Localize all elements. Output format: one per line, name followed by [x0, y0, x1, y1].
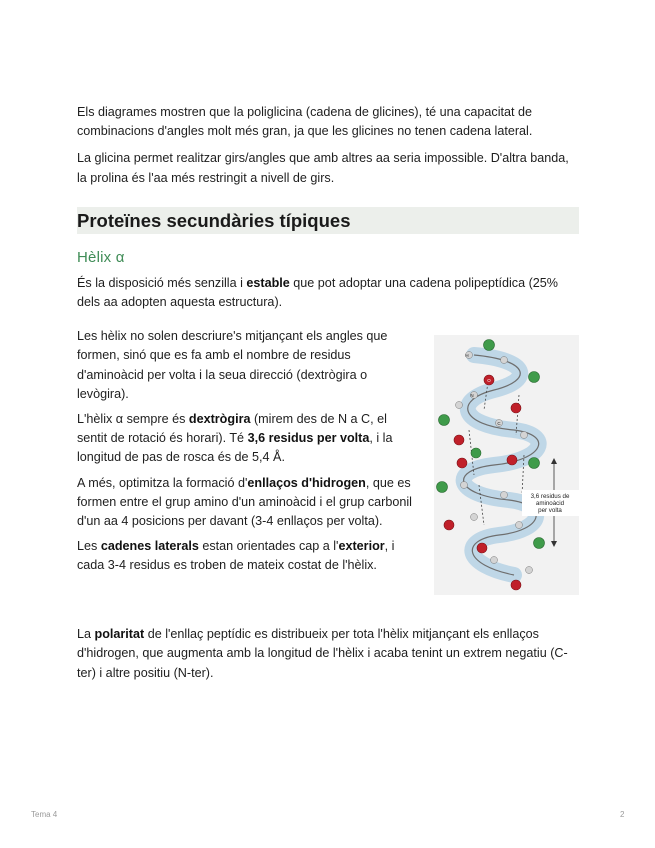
paragraph-glycine-proline: La glicina permet realitzar girs/angles que amb altres aa seria impossible. D'altra banda, la prolina és l'aa més restringit a nivell de girs. [77, 151, 569, 185]
paragraph-helix-intro [77, 274, 579, 312]
text: estan orientades cap a l' [198, 539, 339, 554]
text: (mirem des de N a C, el sentit de rotació és horari). Té [77, 412, 387, 446]
two-column-block [77, 327, 579, 617]
text: Les [77, 539, 101, 554]
atom-label-c: C [497, 421, 501, 427]
atom-label-h: H [465, 353, 469, 359]
page-content [77, 103, 579, 683]
atom-label-o: O [487, 378, 491, 384]
pitch-arrow-bottom [551, 541, 557, 547]
intro-text-2: que pot adoptar una cadena polipeptídica (25% dels aa adopten aquesta estructura). [77, 275, 558, 310]
section-heading: Proteïnes secundàries típiques [77, 207, 579, 234]
figure-label-2: aminoàcid [535, 500, 565, 508]
text: , i la longitud de pas de rosca és de 5,4 Å. [77, 431, 393, 465]
figure-label-3: per volta [538, 507, 562, 515]
footer-page-number: 2 [620, 810, 625, 819]
figure-label-1: 3,6 residus de [530, 493, 570, 501]
intro-text-1: És la disposició més senzilla i [77, 275, 247, 290]
paragraph-dextrogyre [77, 410, 412, 468]
paragraph-polarity [77, 625, 579, 683]
text: L'hèlix α sempre és [77, 412, 189, 427]
bold-hydrogen-bonds: enllaços d'hidrogen [247, 475, 366, 490]
bold-residues-per-turn: 3,6 residus per volta [247, 431, 370, 446]
paragraph-helix-description: Les hèlix no solen descriure's mitjançant els angles que formen, sinó que es fa amb el nombre de residus d'aminoàcid per volta i la seua direcció (dextrògira o levògira). [77, 329, 388, 401]
alpha-helix-illustration [434, 335, 579, 595]
paragraph-hydrogen-bonds [77, 474, 412, 532]
text: A més, optimitza la formació d' [77, 475, 248, 490]
pitch-arrow-top [551, 458, 557, 464]
left-column-text [77, 327, 412, 581]
text: , i cada 3-4 residus es troben de mateix costat de l'hèlix. [77, 539, 395, 573]
alpha-helix-figure [434, 335, 579, 595]
atom-label-n: N [470, 393, 474, 399]
bold-dextrogira: dextrògira [188, 412, 251, 427]
bold-side-chains: cadenes laterals [100, 539, 199, 554]
intro-bold-stable: estable [246, 275, 290, 290]
paragraph-side-chains [77, 537, 412, 575]
bold-polarity: polaritat [94, 627, 145, 642]
text: de l'enllaç peptídic es distribueix per tota l'hèlix mitjançant els enllaços d'hidrogen, que augmenta amb la longitud de l'hèlix i acaba tenint un extrem negatiu (C-ter) i altre positiu (N-ter). [77, 627, 568, 680]
text: , que es formen entre el grup amino d'un aminoàcid i el grup carbonil d'un aa 4 posicions per davant (3-4 enllaços per volta). [77, 475, 412, 529]
text: La [77, 627, 95, 642]
footer-chapter: Tema 4 [31, 810, 58, 819]
subsection-heading: Hèlix α [77, 248, 125, 266]
bold-exterior: exterior [338, 539, 385, 554]
paragraph-polyglycine: Els diagrames mostren que la poliglicina (cadena de glicines), té una capacitat de combinacions d'angles molt més gran, ja que les glicines no tenen cadena lateral. [77, 105, 533, 139]
